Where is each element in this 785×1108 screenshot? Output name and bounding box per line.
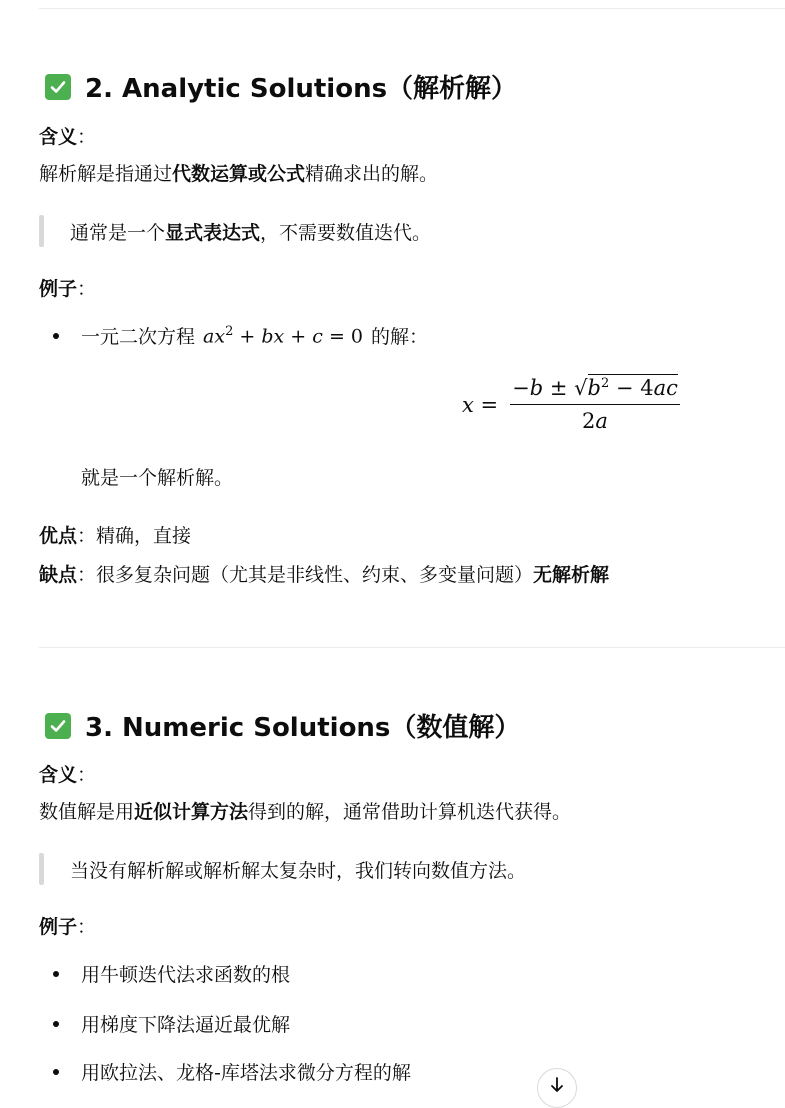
formula-fraction [510,376,680,433]
meaning-text-post: 得到的解，通常借助计算机迭代获得。 [248,801,572,823]
arrow-down-icon [550,1077,564,1093]
section-2-meaning-label-line: 含义： [39,126,97,148]
section-3-blockquote [39,853,526,885]
list-item [53,960,290,987]
meaning-label: 含义 [39,126,78,148]
example-text-pre: 一元二次方程 [81,326,196,348]
list-item-text: 用梯度下降法逼近最优解 [81,1014,291,1036]
meaning-text-pre: 数值解是用 [39,801,135,823]
pros-line [39,523,191,549]
section-3-example-label-line: 例子： [39,916,97,938]
section-3-heading [45,707,520,744]
quote-post: ，不需要数值迭代。 [260,221,432,244]
bullet-dot [53,333,59,339]
meaning-text-pre: 解析解是指通过 [39,163,173,185]
cons-label: 缺点 [39,564,78,586]
example-text-post: 的解： [371,326,429,348]
check-mark-icon [45,713,71,739]
section-2-heading [45,68,517,105]
cons-bold: 无解析解 [533,564,610,586]
meaning-text-bold: 近似计算方法 [134,801,249,823]
cons-line [39,562,609,588]
formula-numerator: $-b \pm √b^2 - 4ac$ [510,376,680,405]
section-2-title: 2. Analytic Solutions（解析解） [85,74,518,104]
bullet-dot [53,1021,59,1027]
meaning-text-bold: 代数运算或公式 [172,163,306,185]
bullet-dot [53,971,59,977]
section-2-example-label-line: 例子： [39,278,97,300]
example-label: 例子 [39,278,78,300]
after-formula-text: 就是一个解析解。 [81,467,234,489]
meaning-label: 含义 [39,764,78,786]
list-item [53,1010,290,1037]
list-item [53,322,428,349]
quadratic-formula [462,376,680,433]
pros-label: 优点 [39,525,78,547]
top-divider [39,8,785,9]
section-2-meaning-text [39,161,438,187]
quote-pre: 通常是一个 [70,221,166,244]
meaning-text-post: 精确求出的解。 [305,163,439,185]
cons-text: ：很多复杂问题（尤其是非线性、约束、多变量问题） [77,564,534,586]
formula-lhs: x = [462,392,499,417]
list-item-text: 用牛顿迭代法求函数的根 [81,964,291,986]
list-item [53,1058,411,1085]
pros-text: ：精确，直接 [77,525,192,547]
section-divider [39,647,785,648]
quote-text [70,218,431,245]
list-item-text: 用欧拉法、龙格-库塔法求微分方程的解 [81,1062,411,1084]
section-3-meaning-label-line: 含义： [39,764,97,786]
quote-bar [39,853,44,885]
scroll-down-button[interactable] [537,1068,577,1108]
quadratic-equation: $ax^2$ + bx + c = 0 [203,323,363,348]
quote-bold: 显式表达式 [165,221,261,244]
example-label: 例子 [39,916,78,938]
formula-denominator: 2a [582,409,608,433]
check-mark-icon [45,74,71,100]
quote-bar [39,215,44,247]
section-2-blockquote [39,215,431,247]
section-3-meaning-text [39,799,571,825]
quote-text: 当没有解析解或解析解太复杂时，我们转向数值方法。 [70,859,527,882]
bullet-dot [53,1069,59,1075]
section-3-title: 3. Numeric Solutions（数值解） [85,713,521,743]
